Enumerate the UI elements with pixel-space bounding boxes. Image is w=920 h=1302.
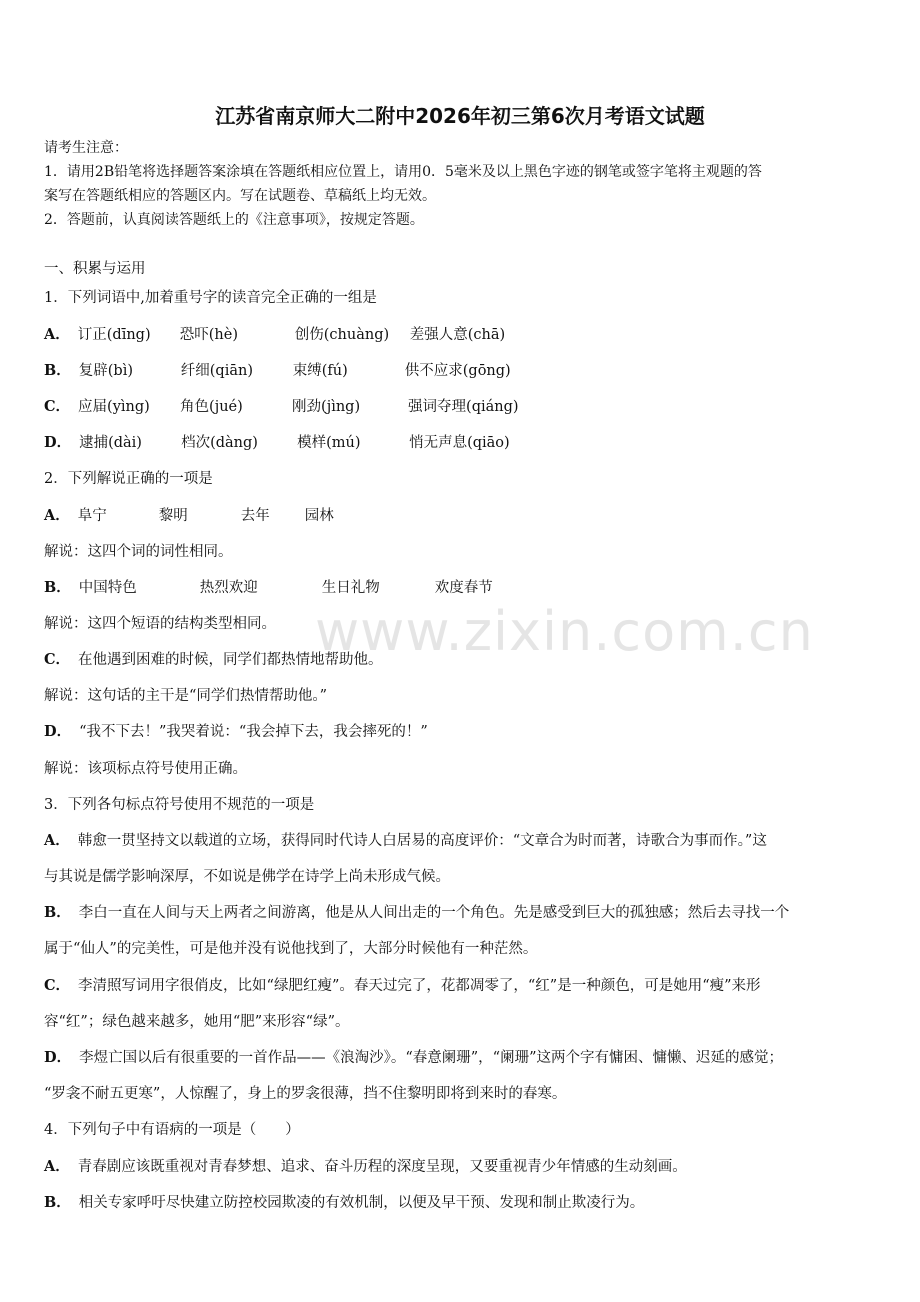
option-label: C． [44,977,71,994]
question-2-explanation-a: 解说：这四个词的词性相同。 [44,544,233,560]
question-1-option-a [44,325,505,345]
question-4-option-b [44,1193,644,1213]
page-title: 江苏省南京师大二附中2026年初三第6次月考语文试题 [215,104,705,128]
question-3-option-d-line-2: “罗衾不耐五更寒”，人惊醒了，身上的罗衾很薄，挡不住黎明即将到来时的春寒。 [44,1086,567,1102]
notice-item-1-line-1: 1．请用2B铅笔将选择题答案涂填在答题纸相应位置上，请用0．5毫米及以上黑色字迹的钢笔或签字笔将主观题的答 [44,164,762,180]
option-word: 去年 [240,508,270,524]
option-text: 韩愈一贯坚持文以载道的立场，获得同时代诗人白居易的高度评价：“文章合为时而著，诗歌合为事而作。”这 [77,833,767,849]
question-1-stem: 1．下列词语中,加着重号字的读音完全正确的一组是 [44,290,377,306]
question-3-option-a [44,831,767,851]
option-word: 差强人意(chā) [409,327,506,343]
option-word: 纤细(qiān) [180,363,253,379]
option-word: 中国特色 [78,580,137,596]
option-text: 在他遇到困难的时候，同学们都热情地帮助他。 [78,652,383,668]
notice-item-1-line-2: 案写在答题纸相应的答题区内。写在试题卷、草稿纸上均无效。 [44,188,436,204]
question-3-stem: 3．下列各句标点符号使用不规范的一项是 [44,797,315,813]
option-label: B． [44,579,71,596]
question-3-option-b [44,903,789,923]
watermark: www.zixin.com.cn [315,600,814,663]
section-heading: 一、积累与运用 [44,261,146,277]
option-word: 黎明 [158,508,188,524]
option-word: 档次(dàng) [181,435,258,451]
option-label: B． [44,1194,71,1211]
option-text: 李白一直在人间与天上两者之间游离，他是从人间出走的一个角色。先是感受到巨大的孤独感；然后去寻找一个 [78,905,790,921]
option-word: 模样(mú) [297,435,361,451]
option-text: 李清照写词用字很俏皮，比如“绿肥红瘦”。春天过完了，花都凋零了，“红”是一种颜色，可是她用“瘦”来形 [78,978,761,994]
notice-item-2: 2．答题前，认真阅读答题纸上的《注意事项》，按规定答题。 [44,212,424,228]
option-word: 恐吓(hè) [179,327,238,343]
option-word: 欢度春节 [434,580,493,596]
option-text: “我不下去！”我哭着说：“我会掉下去，我会摔死的！” [79,724,428,740]
question-4-option-a [44,1157,687,1177]
question-2-stem: 2．下列解说正确的一项是 [44,471,213,487]
option-word: 应届(yìng) [78,399,150,415]
question-2-explanation-b: 解说：这四个短语的结构类型相同。 [44,616,276,632]
question-1-option-b [44,361,511,381]
question-2-explanation-d: 解说：该项标点符号使用正确。 [44,761,247,777]
question-2-explanation-c: 解说：这句话的主干是“同学们热情帮助他。” [44,688,328,704]
option-word: 强词夺理(qiáng) [408,399,519,415]
option-word: 刚劲(jìng) [292,399,361,415]
question-4-stem: 4．下列句子中有语病的一项是（ ） [44,1122,300,1138]
option-word: 逮捕(dài) [79,435,142,451]
option-word: 订正(dīng) [77,327,151,343]
question-1-option-c [44,397,519,417]
question-2-option-d [44,722,428,742]
option-text: 相关专家呼吁尽快建立防控校园欺凌的有效机制，以便及早干预、发现和制止欺凌行为。 [78,1195,645,1211]
question-2-option-c [44,650,383,670]
option-word: 园林 [304,508,334,524]
question-3-option-a-line-2: 与其说是儒学影响深厚，不如说是佛学在诗学上尚未形成气候。 [44,869,450,885]
question-3-option-d [44,1048,783,1068]
option-text: 李煜亡国以后有很重要的一首作品——《浪淘沙》。“春意阑珊”，“阑珊”这两个字有慵困、慵懒、迟延的感觉； [79,1050,783,1066]
notice-heading: 请考生注意： [44,140,128,156]
question-1-option-d [44,433,510,453]
option-word: 悄无声息(qiāo) [409,435,510,451]
option-word: 热烈欢迎 [199,580,258,596]
option-label: C． [44,398,71,415]
question-3-option-c-line-2: 容“红”；绿色越来越多，她用“肥”来形容“绿”。 [44,1014,350,1030]
option-word: 角色(jué) [180,399,243,415]
option-word: 复辟(bì) [78,363,133,379]
option-label: A． [44,1158,70,1175]
option-word: 生日礼物 [321,580,380,596]
option-text: 青春剧应该既重视对青春梦想、追求、奋斗历程的深度呈现，又要重视青少年情感的生动刻画。 [77,1159,687,1175]
option-word: 阜宁 [77,508,107,524]
option-label: D． [44,434,72,451]
option-label: A． [44,832,70,849]
option-label: D． [44,1049,72,1066]
option-label: B． [44,362,71,379]
option-word: 创伤(chuàng) [294,327,390,343]
question-2-option-a [44,506,334,526]
option-word: 供不应求(gōng) [404,363,511,379]
option-label: B． [44,904,71,921]
option-label: A． [44,326,70,343]
option-label: D． [44,723,72,740]
option-word: 束缚(fú) [292,363,348,379]
question-3-option-b-line-2: 属于“仙人”的完美性，可是他并没有说他找到了，大部分时候他有一种茫然。 [44,941,538,957]
option-label: A． [44,507,70,524]
option-label: C． [44,651,71,668]
question-2-option-b [44,578,493,598]
question-3-option-c [44,976,761,996]
